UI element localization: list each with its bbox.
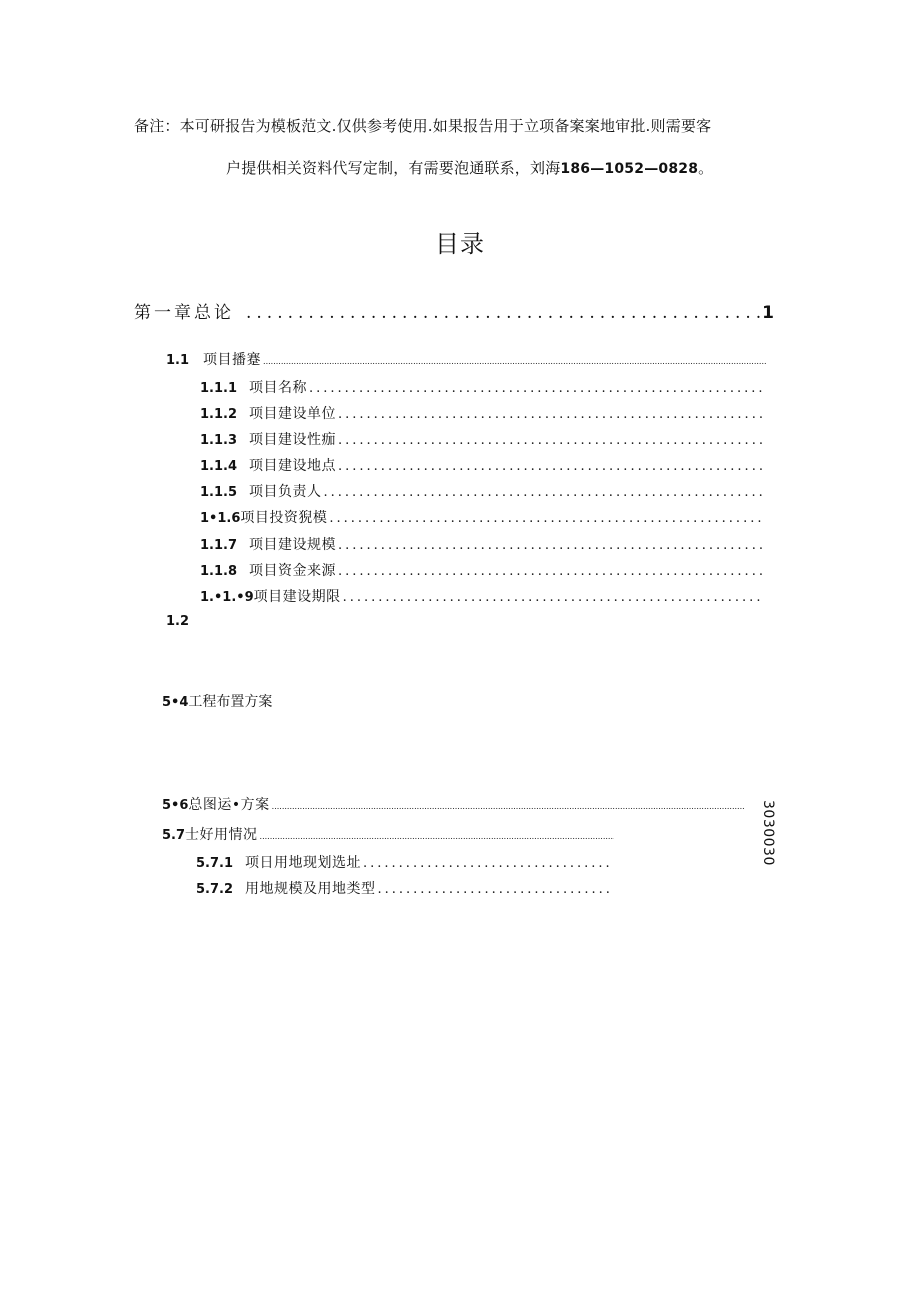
toc-entry-number: 1.2	[166, 614, 190, 629]
toc-entry-1-1-5[interactable]	[200, 481, 762, 501]
toc-entry-label: 项目建设期限	[253, 589, 341, 605]
toc-entry-5-4[interactable]	[162, 691, 272, 711]
toc-entry-label: 项目负责人	[249, 484, 322, 500]
toc-entry-1-1-1[interactable]	[200, 377, 762, 397]
toc-entry-number: 1.1.3	[200, 433, 238, 448]
toc-entry-1-1-2[interactable]	[200, 403, 762, 423]
toc-leader-dots	[263, 357, 766, 366]
toc-entry-label: 士好用情况	[185, 827, 258, 843]
toc-title: 目录	[435, 230, 485, 258]
toc-chapter-1[interactable]	[134, 298, 774, 323]
toc-entry-5-6[interactable]	[162, 794, 745, 814]
toc-entry-label: 用地规模及用地类型	[245, 881, 376, 897]
toc-entry-number: 5.7	[162, 828, 186, 843]
toc-entry-1-1-4[interactable]	[200, 455, 762, 475]
toc-leader-dots	[338, 433, 762, 448]
toc-entry-number: 1.1.4	[200, 459, 238, 474]
toc-entry-number: 1.1.8	[200, 564, 238, 579]
toc-entry-number: 5•4	[162, 695, 189, 710]
toc-leader-dots	[324, 485, 762, 500]
toc-entry-1-1-6[interactable]	[200, 507, 762, 527]
toc-entry-1-1-8[interactable]	[200, 560, 762, 580]
toc-entry-number: 1.1.2	[200, 407, 238, 422]
toc-entry-5-7-1[interactable]	[196, 852, 612, 872]
toc-leader-dots	[309, 381, 762, 396]
toc-leader-dots	[363, 856, 612, 871]
template-notice-line-1: 备注：本可研报告为模板范文.仅供参考使用.如果报告用于立项备案案地审批.则需要客	[134, 117, 712, 135]
notice-contact-text: 户提供相关资料代写定制，有需要泡通联系，刘海	[226, 159, 561, 177]
toc-entry-number: 5.7.1	[196, 856, 234, 871]
toc-entry-number: 1.1	[166, 353, 190, 368]
toc-entry-label: 项目资金来源	[249, 563, 337, 579]
toc-leader-dots	[338, 538, 762, 553]
toc-entry-number: 5.7.2	[196, 882, 234, 897]
toc-entry-label: 项目投资猊模	[240, 510, 328, 526]
toc-leader-dots	[260, 832, 614, 841]
toc-entry-label: 项日用地现划选址	[245, 855, 362, 871]
toc-entry-label: 项目建设单位	[249, 406, 337, 422]
toc-entry-number: 1.1.7	[200, 538, 238, 553]
template-notice-line-2	[226, 157, 713, 178]
toc-leader-dots	[378, 882, 612, 897]
toc-leader-dots	[338, 459, 762, 474]
toc-leader-dots	[272, 802, 745, 811]
toc-entry-1-1-7[interactable]	[200, 534, 762, 554]
toc-entry-label: 项目建设性痂	[249, 432, 337, 448]
toc-leader-dots	[338, 564, 762, 579]
toc-entry-1-2[interactable]	[166, 614, 189, 629]
toc-leader-dots	[338, 407, 762, 422]
toc-entry-number: 1.1.1	[200, 381, 238, 396]
toc-leader-dots	[246, 303, 762, 323]
toc-entry-1-1[interactable]	[166, 349, 766, 369]
toc-chapter-1-label: 第一章总论	[134, 303, 234, 323]
toc-entry-1-1-3[interactable]	[200, 429, 762, 449]
toc-entry-label: 项目名称	[249, 380, 308, 396]
toc-entry-number: 1•1.6	[200, 511, 241, 526]
toc-entry-5-7[interactable]	[162, 824, 614, 844]
notice-phone-number: 186—1052—0828	[560, 161, 699, 177]
toc-chapter-1-page: 1	[762, 303, 774, 323]
toc-entry-number: 5•6	[162, 798, 189, 813]
toc-entry-5-7-2[interactable]	[196, 878, 612, 898]
notice-end-mark: 。	[698, 159, 714, 177]
toc-leader-dots	[343, 590, 762, 605]
toc-entry-label: 项目建设规模	[249, 537, 337, 553]
toc-entry-number: 1.•1.•9	[200, 590, 254, 605]
toc-entry-label: 项目播蹇	[203, 352, 262, 368]
toc-entry-number: 1.1.5	[200, 485, 238, 500]
toc-leader-dots	[329, 511, 762, 526]
toc-entry-label: 项目建设地点	[249, 458, 337, 474]
toc-entry-label: 总图运•方案	[188, 797, 270, 813]
toc-entry-label: 工程布置方案	[188, 694, 273, 710]
toc-page-numbers-vertical: 3030030	[760, 800, 776, 866]
toc-entry-1-1-9[interactable]	[200, 586, 762, 606]
